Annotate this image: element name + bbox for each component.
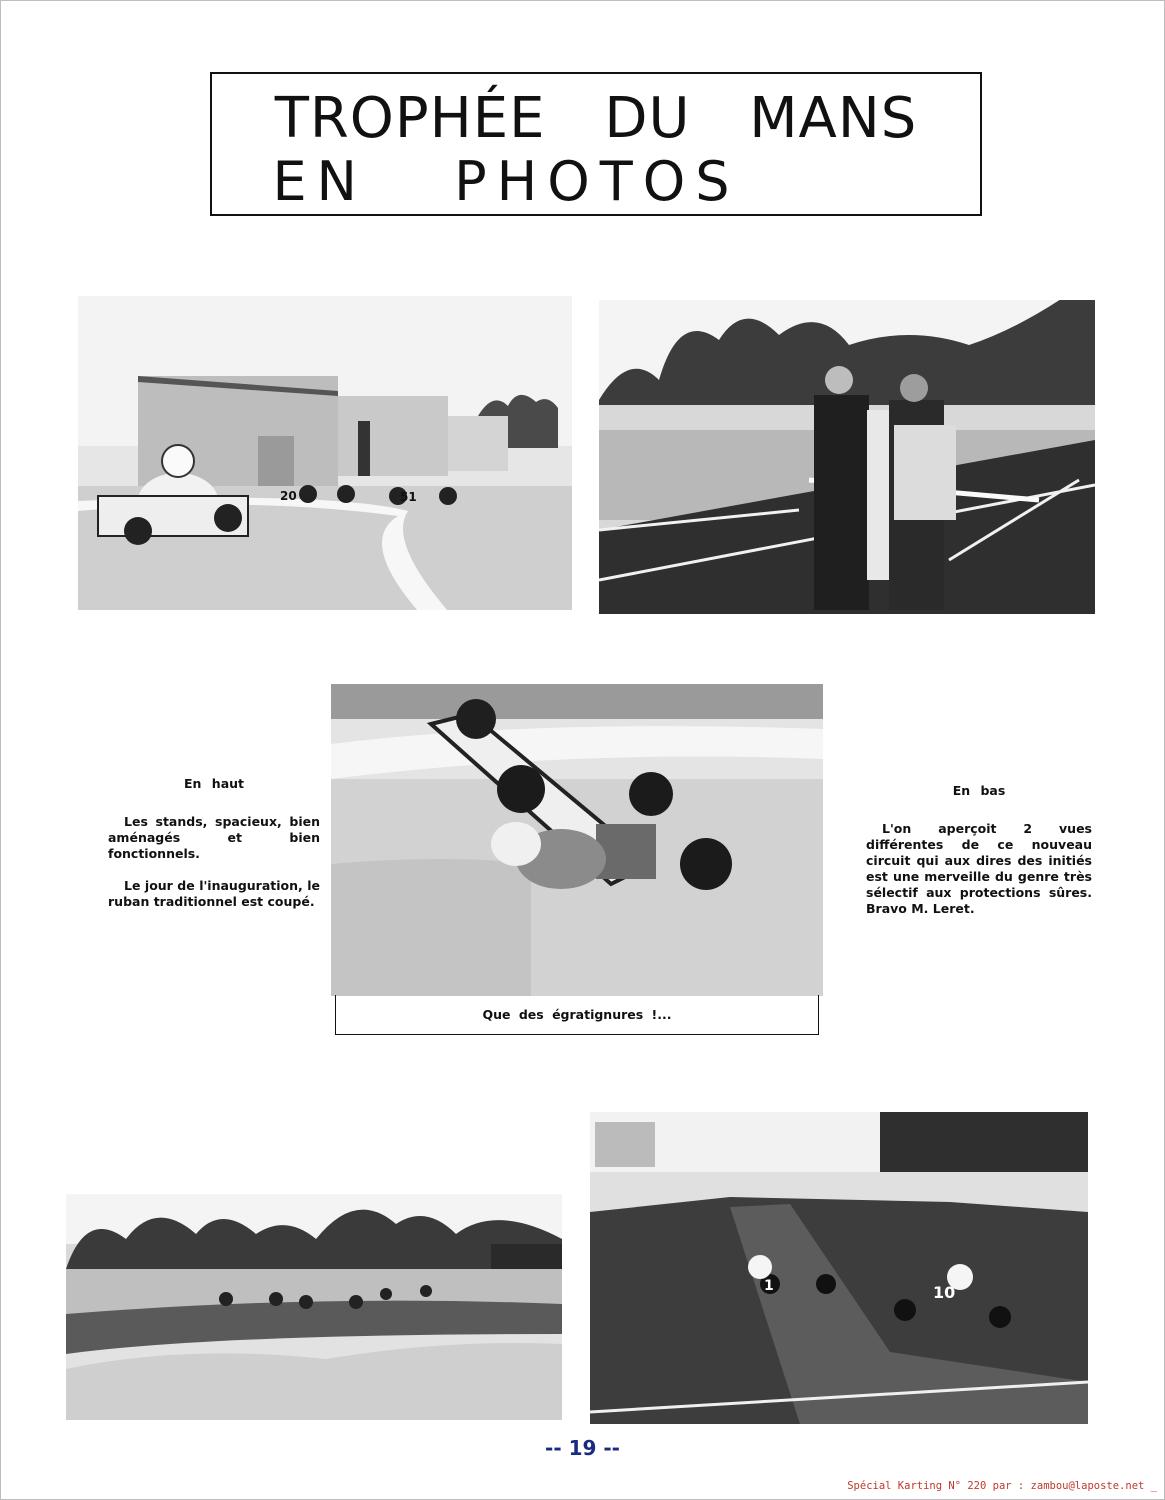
right-caption-paragraph-1: L'on aperçoit 2 vues différentes de ce nouveau circuit qui aux dires des initiés est une merveille du genre très sélectif aux protections sûres. Bravo M. Leret. bbox=[866, 821, 1092, 916]
left-caption bbox=[108, 776, 320, 926]
kart-number-1: 1 bbox=[764, 1278, 774, 1294]
center-photo-caption: Que des égratignures !... bbox=[335, 995, 819, 1035]
kart-number-20: 20 bbox=[280, 489, 297, 503]
title-line-1: TROPHÉE DU MANS bbox=[274, 86, 918, 151]
photo-stands bbox=[78, 296, 572, 610]
title-line-2: EN PHOTOS bbox=[272, 150, 740, 213]
left-caption-paragraph-1: Les stands, spacieux, bien aménagés et bien fonctionnels. bbox=[108, 814, 320, 861]
photo-overturned-kart bbox=[331, 684, 823, 996]
photo-inauguration bbox=[599, 300, 1095, 614]
page-number: -- 19 -- bbox=[545, 1436, 620, 1460]
kart-number-10: 10 bbox=[933, 1283, 956, 1302]
photo-race-start bbox=[590, 1112, 1088, 1424]
photo-circuit-wide bbox=[66, 1194, 562, 1420]
right-caption bbox=[866, 783, 1092, 933]
left-caption-heading: En haut bbox=[184, 776, 244, 791]
title-box bbox=[210, 72, 982, 216]
left-caption-paragraph-2: Le jour de l'inauguration, le ruban traditionnel est coupé. bbox=[108, 878, 320, 909]
footer-credit: Spécial Karting N° 220 par : zambou@laposte.net _ bbox=[847, 1480, 1157, 1492]
kart-number-51: 51 bbox=[400, 490, 417, 504]
right-caption-heading: En bas bbox=[952, 783, 1006, 798]
